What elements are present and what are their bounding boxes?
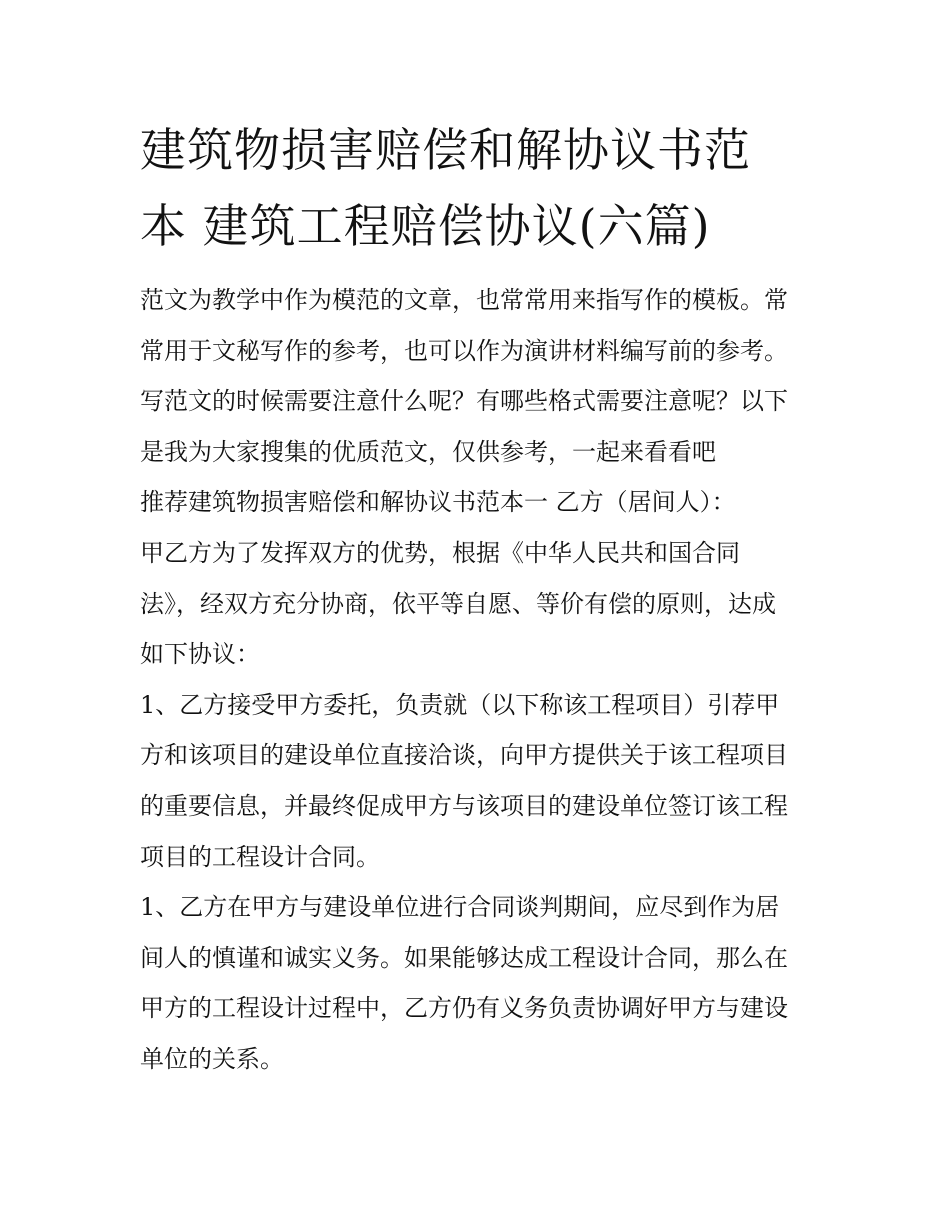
body-line-16: 单位的关系。: [140, 1044, 284, 1073]
body-line-1: 范文为教学中作为模范的文章，也常常用来指写作的模板。常: [140, 286, 788, 314]
body-line-5: 推荐建筑物损害赔偿和解协议书范本一 乙方（居间人）：: [140, 488, 736, 517]
document-title: [140, 112, 830, 264]
body-line-2: 常用于文秘写作的参考，也可以作为演讲材料编写前的参考。: [140, 336, 788, 365]
body-line-12: 项目的工程设计合同。: [140, 842, 380, 871]
body-line-9: 1、乙方接受甲方委托，负责就（以下称该工程项目）引荐甲: [140, 690, 780, 719]
body-line-8: 如下协议：: [140, 640, 260, 669]
body-line-15: 甲方的工程设计过程中，乙方仍有义务负责协调好甲方与建设: [140, 994, 788, 1023]
body-line-10: 方和该项目的建设单位直接洽谈，向甲方提供关于该工程项目: [140, 741, 788, 770]
document-body: [140, 275, 830, 1085]
body-line-3: 写范文的时候需要注意什么呢？有哪些格式需要注意呢？以下: [140, 387, 788, 416]
title-line-2: 本 建筑工程赔偿协议(六篇): [140, 199, 711, 253]
body-line-4: 是我为大家搜集的优质范文，仅供参考，一起来看看吧: [140, 437, 716, 466]
body-line-11: 的重要信息，并最终促成甲方与该项目的建设单位签订该工程: [140, 791, 788, 820]
body-line-7: 法》，经双方充分协商，依平等自愿、等价有偿的原则，达成: [140, 589, 776, 618]
title-line-1: 建筑物损害赔偿和解协议书范: [140, 123, 751, 177]
body-line-14: 间人的慎谨和诚实义务。如果能够达成工程设计合同，那么在: [140, 943, 788, 972]
body-line-13: 1、乙方在甲方与建设单位进行合同谈判期间，应尽到作为居: [140, 893, 780, 922]
body-line-6: 甲乙方为了发挥双方的优势，根据《中华人民共和国合同: [140, 538, 740, 567]
